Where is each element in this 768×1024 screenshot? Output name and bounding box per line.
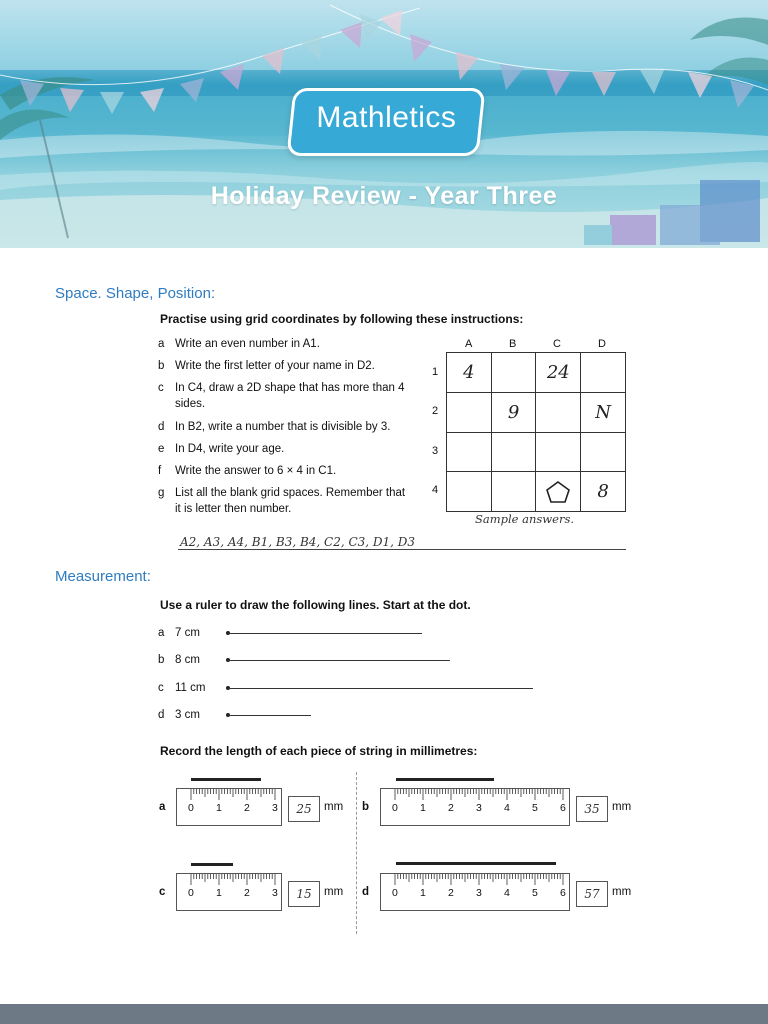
- ruler-number: 2: [448, 802, 454, 814]
- ruler-ticks: [177, 874, 283, 888]
- string-letter: d: [362, 886, 370, 898]
- line-length-label: 8 cm: [175, 654, 200, 666]
- grid-column-label: D: [598, 338, 606, 350]
- line-letter: b: [158, 654, 165, 666]
- ruler-number: 4: [504, 887, 510, 899]
- answer-line: [178, 549, 626, 550]
- ruler-a: [176, 788, 282, 826]
- grid-cell-b1[interactable]: [491, 353, 536, 393]
- ruler-number: 0: [188, 802, 194, 814]
- grid-cell-a3[interactable]: [447, 432, 492, 472]
- unit-label: mm: [612, 886, 632, 898]
- line-letter: c: [158, 682, 164, 694]
- question-text: In C4, draw a 2D shape that has more than 4 sides.: [175, 382, 405, 410]
- ruler-number: 0: [392, 887, 398, 899]
- ruler-number: 1: [216, 887, 222, 899]
- blank-spaces-answer[interactable]: A2, A3, A4, B1, B3, B4, C2, C3, D1, D3: [180, 535, 416, 549]
- grid-row-label: 1: [432, 366, 439, 378]
- question-letter: e: [158, 443, 165, 455]
- answer-box-a[interactable]: 25: [288, 796, 320, 822]
- dashed-divider: [356, 772, 357, 934]
- ruler-number: 4: [504, 802, 510, 814]
- ruler-number: 6: [560, 802, 566, 814]
- grid-cell-c4[interactable]: [536, 472, 581, 512]
- page-title: Holiday Review - Year Three: [210, 182, 558, 210]
- ruler-c: [176, 873, 282, 911]
- answer-box-c[interactable]: 15: [288, 881, 320, 907]
- grid-cell-b3[interactable]: [491, 432, 536, 472]
- grid-row: [447, 392, 626, 432]
- coordinate-grid: [446, 352, 626, 512]
- string-b: [396, 778, 494, 781]
- question-text: Write the answer to 6 × 4 in C1.: [175, 465, 337, 477]
- grid-cell-b4[interactable]: [491, 472, 536, 512]
- ruler-number: 1: [420, 887, 426, 899]
- question-letter: d: [158, 421, 165, 433]
- grid-row: [447, 432, 626, 472]
- line-length-label: 11 cm: [175, 682, 206, 694]
- logo-text: Mathletics: [316, 101, 457, 134]
- ruler-number: 0: [188, 887, 194, 899]
- grid-cell-a4[interactable]: [447, 472, 492, 512]
- ruler-ticks: [381, 789, 571, 803]
- unit-label: mm: [612, 801, 632, 813]
- grid-row: [447, 472, 626, 512]
- line-letter: d: [158, 709, 165, 721]
- ruler-number: 5: [532, 802, 538, 814]
- ruler-number: 2: [244, 802, 250, 814]
- footer-bar: [0, 1004, 768, 1024]
- grid-cell-c3[interactable]: [536, 432, 581, 472]
- grid-cell-b2[interactable]: 9: [491, 392, 536, 432]
- ruler-number: 0: [392, 802, 398, 814]
- ruler-number: 6: [560, 887, 566, 899]
- question-letter: a: [158, 338, 165, 350]
- drawn-line-c[interactable]: [228, 688, 533, 689]
- grid-row-label: 4: [432, 484, 439, 496]
- question-text: List all the blank grid spaces. Remember that it is letter then number.: [175, 487, 406, 515]
- sample-answers-label: Sample answers.: [475, 512, 575, 526]
- measurement-section-title: Measurement:: [55, 568, 151, 585]
- grid-cell-a2[interactable]: [447, 392, 492, 432]
- ruler-number: 1: [420, 802, 426, 814]
- drawn-line-a[interactable]: [228, 633, 422, 634]
- question-text: Write the first letter of your name in D2.: [175, 360, 375, 372]
- string-c: [191, 863, 233, 866]
- mathletics-logo: [286, 88, 485, 156]
- ruler-number: 5: [532, 887, 538, 899]
- space-section-title: Space. Shape, Position:: [55, 285, 216, 302]
- grid-column-label: C: [553, 338, 561, 350]
- question-text: In D4, write your age.: [175, 443, 285, 455]
- grid-instruction: Practise using grid coordinates by following these instructions:: [160, 312, 524, 326]
- ruler-ticks: [381, 874, 571, 888]
- ruler-d: [380, 873, 570, 911]
- header-banner: [0, 0, 768, 248]
- unit-label: mm: [324, 801, 344, 813]
- string-letter: a: [159, 801, 166, 813]
- drawn-line-b[interactable]: [228, 660, 450, 661]
- grid-cell-d3[interactable]: [581, 432, 626, 472]
- line-length-label: 3 cm: [175, 709, 200, 721]
- ruler-ticks: [177, 789, 283, 803]
- string-letter: b: [362, 801, 370, 813]
- string-letter: c: [159, 886, 166, 898]
- question-letter: f: [158, 465, 162, 477]
- line-length-label: 7 cm: [175, 627, 200, 639]
- question-letter: b: [158, 360, 165, 372]
- grid-cell-d2[interactable]: N: [581, 392, 626, 432]
- ruler-number: 3: [272, 887, 278, 899]
- grid-cell-c1[interactable]: 24: [536, 353, 581, 393]
- grid-row: [447, 353, 626, 393]
- answer-box-b[interactable]: 35: [576, 796, 608, 822]
- question-letter: c: [158, 382, 164, 394]
- drawn-line-d[interactable]: [228, 715, 311, 716]
- grid-cell-d4[interactable]: 8: [581, 472, 626, 512]
- grid-column-label: B: [509, 338, 517, 350]
- grid-cell-c2[interactable]: [536, 392, 581, 432]
- ruler-number: 3: [476, 887, 482, 899]
- ruler-number: 2: [244, 887, 250, 899]
- grid-column-label: A: [465, 338, 473, 350]
- ruler-b: [380, 788, 570, 826]
- answer-box-d[interactable]: 57: [576, 881, 608, 907]
- question-text: In B2, write a number that is divisible by 3.: [175, 421, 391, 433]
- line-letter: a: [158, 627, 165, 639]
- string-d: [396, 862, 556, 865]
- unit-label: mm: [324, 886, 344, 898]
- ruler-number: 3: [272, 802, 278, 814]
- grid-cell-d1[interactable]: [581, 353, 626, 393]
- ruler-number: 1: [216, 802, 222, 814]
- pentagon-icon: [545, 480, 571, 504]
- ruler-instruction: Use a ruler to draw the following lines. Start at the dot.: [160, 598, 471, 612]
- ruler-number: 3: [476, 802, 482, 814]
- ruler-number: 2: [448, 887, 454, 899]
- question-letter: g: [158, 487, 165, 499]
- question-text: Write an even number in A1.: [175, 338, 320, 350]
- string-a: [191, 778, 261, 781]
- string-instruction: Record the length of each piece of string in millimetres:: [160, 744, 478, 758]
- grid-cell-a1[interactable]: 4: [447, 353, 492, 393]
- grid-row-label: 2: [432, 405, 439, 417]
- grid-row-label: 3: [432, 445, 439, 457]
